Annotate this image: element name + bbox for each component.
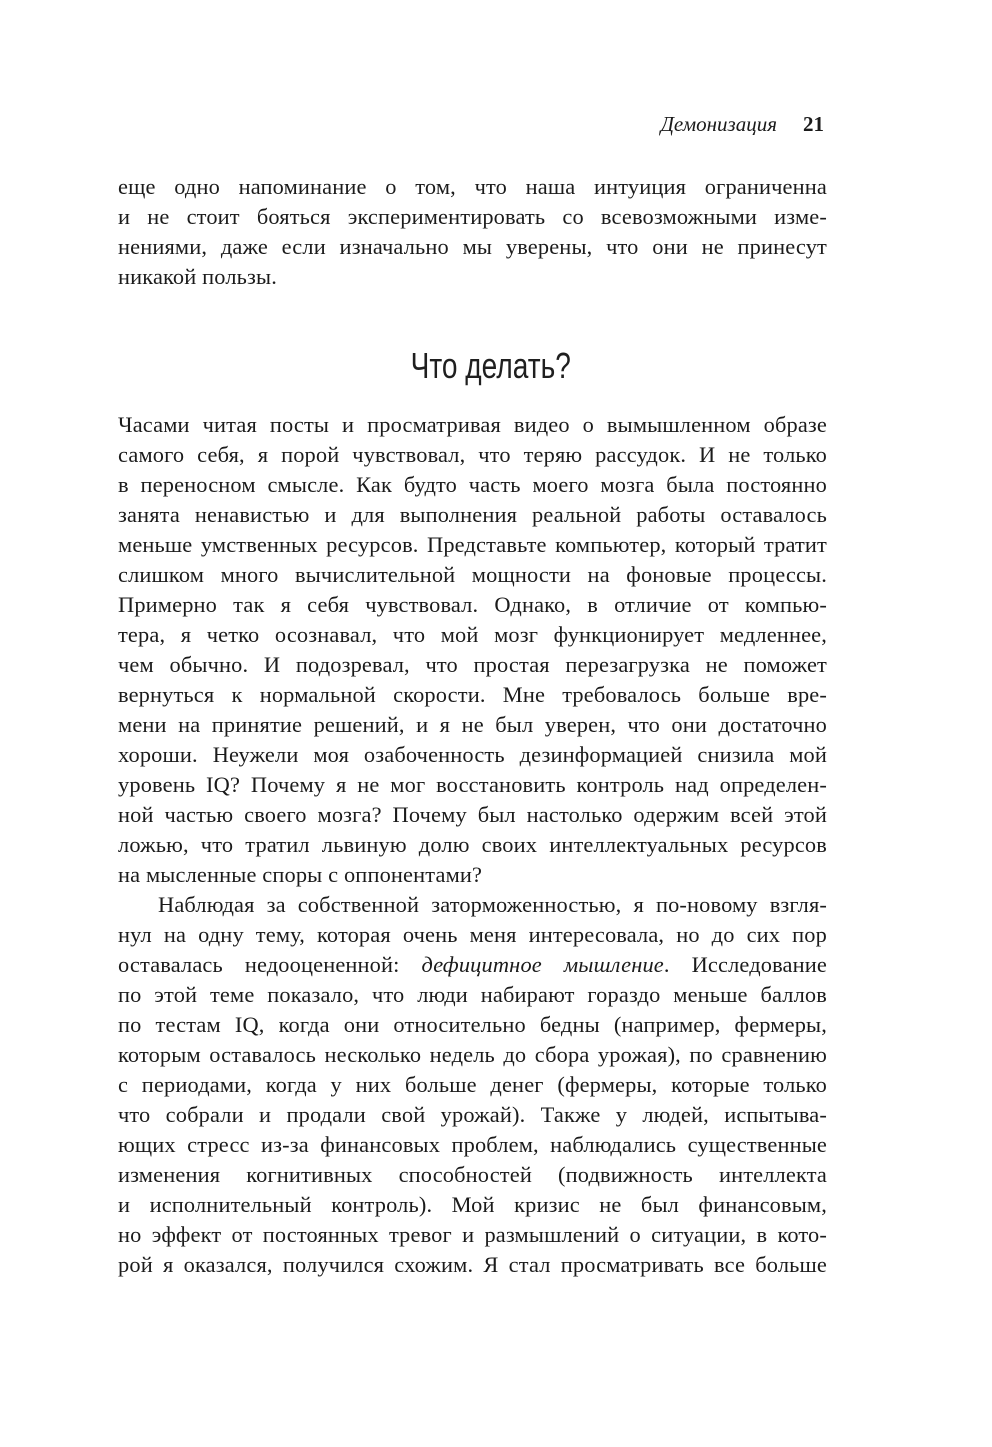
text-fragment: . Исследование [663,952,827,977]
text-line: мени на принятие решений, и я не был уверен, что они достаточно [118,712,827,737]
header-section-title: Демонизация [660,112,777,136]
text-line: что собрали и продали свой урожай). Также у людей, испытыва- [118,1102,827,1127]
paragraph-2 [118,890,827,1280]
text-line: нениями, даже если изначально мы уверены, что они не принесут [118,234,827,259]
text-line: с периодами, когда у них больше денег (фермеры, которые только [118,1072,827,1097]
text-line: хороши. Неужели моя озабоченность дезинформацией снизила мой [118,742,827,767]
page-number: 21 [803,112,824,136]
text-line-with-term [118,950,827,980]
text-line: Наблюдая за собственной заторможенностью, я по-новому взгля- [158,892,827,917]
text-line: изменения когнитивных способностей (подвижность интеллекта [118,1162,827,1187]
text-line: рой я оказался, получился схожим. Я стал просматривать все больше [118,1252,827,1277]
text-line: тера, я четко осознавал, что мой мозг функционирует медленнее, [118,622,827,647]
text-line: Примерно так я себя чувствовал. Однако, в отличие от компью- [118,592,827,617]
text-line: но эффект от постоянных тревог и размышлений о ситуации, в кото- [118,1222,827,1247]
text-line: еще одно напоминание о том, что наша интуиция ограниченна [118,174,827,199]
text-line: занята ненавистью и для выполнения реальной работы оставалось [118,502,827,527]
text-line: ложью, что тратил львиную долю своих интеллектуальных ресурсов [118,832,827,857]
text-line: и исполнительный контроль). Мой кризис не был финансовым, [118,1192,827,1217]
text-line: на мысленные споры с оппонентами? [118,862,483,887]
text-fragment: оставалась недооцененной: [118,952,422,977]
text-line: вернуться к нормальной скорости. Мне требовалось больше вре- [118,682,827,707]
text-line: и не стоит бояться экспериментировать со всевозможными изме- [118,204,827,229]
text-line: никакой пользы. [118,264,277,289]
text-line: которым оставалось несколько недель до сбора урожая), по сравнению [118,1042,827,1067]
italic-term: дефицитное мышление [421,952,664,977]
text-line: по этой теме показало, что люди набирают гораздо меньше баллов [118,982,827,1007]
text-line: чем обычно. И подозревал, что простая перезагрузка не поможет [118,652,827,677]
text-line: меньше умственных ресурсов. Представьте компьютер, который тратит [118,532,827,557]
intro-paragraph [118,172,827,292]
text-line: слишком много вычислительной мощности на фоновые процессы. [118,562,827,587]
text-line: в переносном смысле. Как будто часть моего мозга была постоянно [118,472,827,497]
text-line: самого себя, я порой чувствовал, что теряю рассудок. И не только [118,442,827,467]
running-header [661,111,824,137]
paragraph-1 [118,410,827,890]
body-text [118,410,827,1280]
section-heading: Что делать? [410,345,571,386]
text-line: по тестам IQ, когда они относительно бедны (например, фермеры, [118,1012,827,1037]
text-line: Часами читая посты и просматривая видео о вымышленном образе [118,412,827,437]
text-line: ющих стресс из-за финансовых проблем, наблюдались существенные [118,1132,827,1157]
text-line: ной частью своего мозга? Почему был настолько одержим всей этой [118,802,827,827]
text-line: уровень IQ? Почему я не мог восстановить контроль над определен- [118,772,827,797]
text-line: нул на одну тему, которая очень меня интересовала, но до сих пор [118,922,827,947]
